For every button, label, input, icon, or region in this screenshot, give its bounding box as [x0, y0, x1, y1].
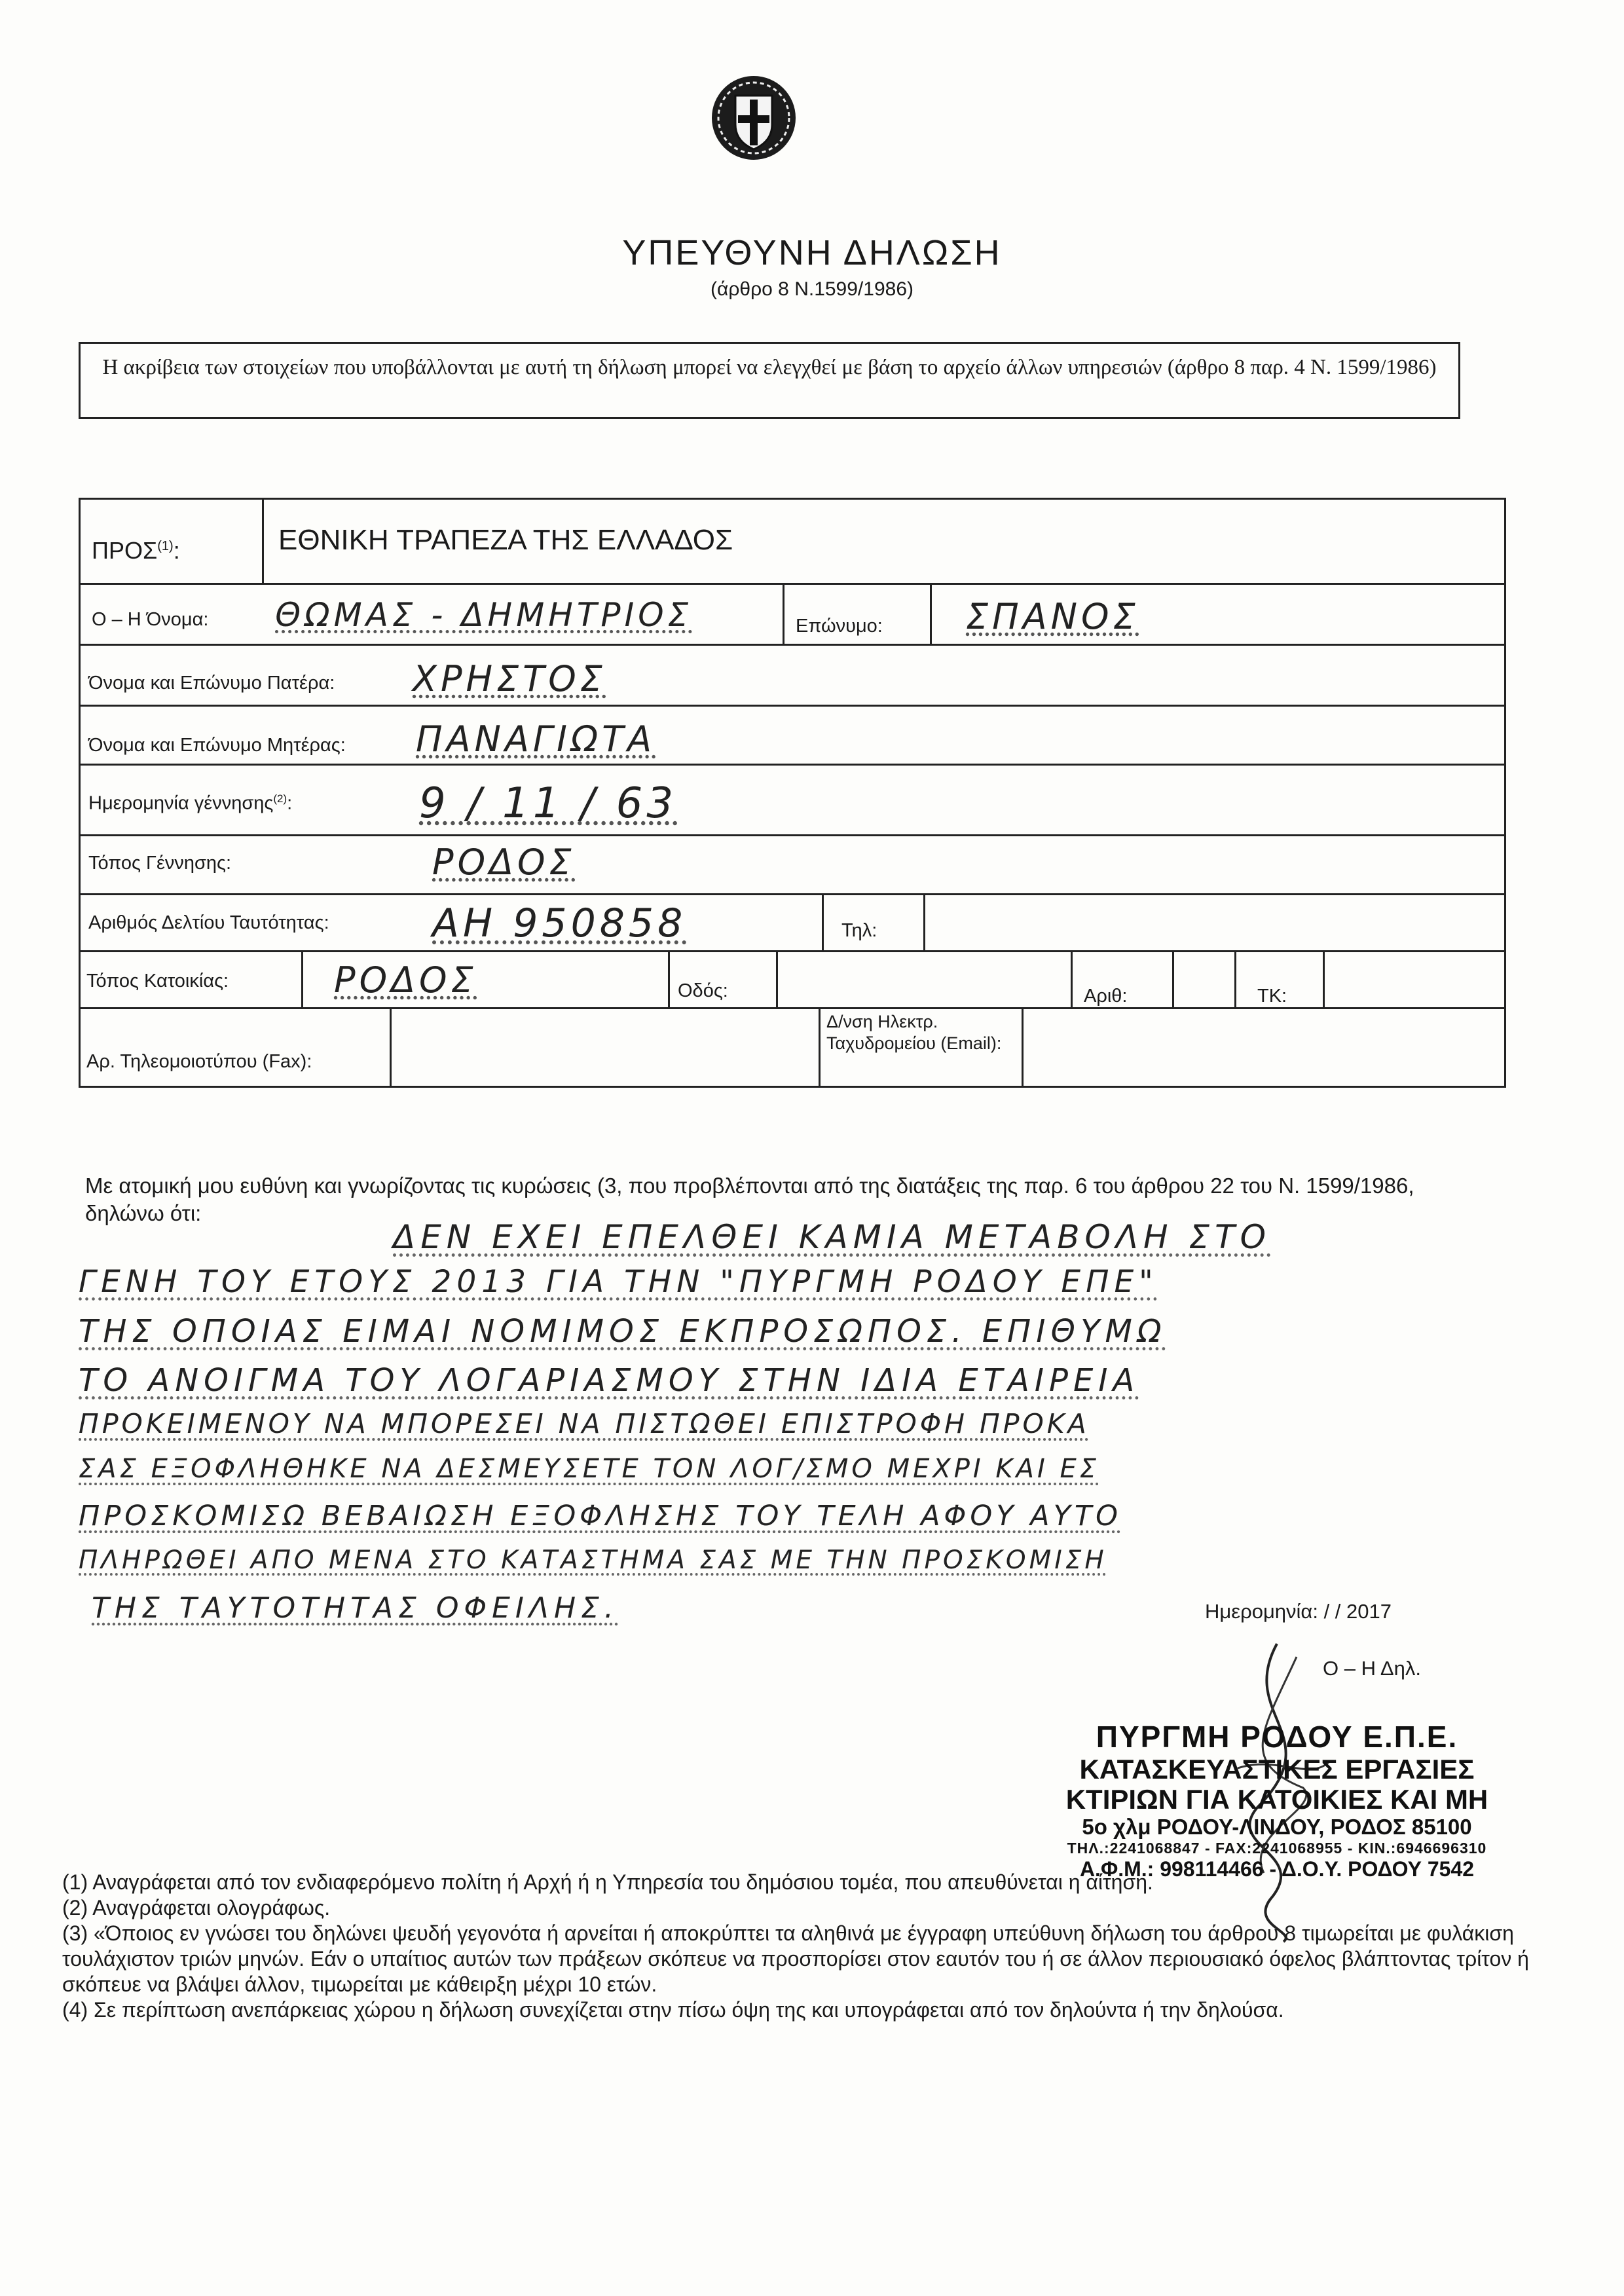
label-father: Όνομα και Επώνυμο Πατέρα:	[88, 673, 335, 694]
declaration-line: ΣΑΣ ΕΞΟΦΛΗΘΗΚΕ ΝΑ ΔΕΣΜΕΥΣΕΤΕ ΤΟΝ ΛΟΓ/ΣΜΟ ΜΕΧΡΙ ΚΑΙ ΕΣ	[79, 1454, 1100, 1484]
stamp-line: ΚΤΙΡΙΩΝ ΓΙΑ ΚΑΤΟΙΚΙΕΣ ΚΑΙ ΜΗ	[1065, 1784, 1488, 1815]
stamp-line: Α.Φ.Μ.: 998114466 - Δ.Ο.Υ. ΡΟΔΟΥ 7542	[1079, 1857, 1475, 1881]
declaration-date: Ημερομηνία: / / 2017	[1205, 1600, 1392, 1623]
label-first-name: Ο – Η Όνομα:	[92, 609, 209, 630]
footnotes	[62, 1870, 1542, 2023]
page-subtitle: (άρθρο 8 Ν.1599/1986)	[710, 278, 913, 300]
value-surname: ΣΠΑΝΟΣ	[966, 596, 1139, 637]
declaration-intro: Με ατομική μου ευθύνη και γνωρίζοντας τις κυρώσεις (3, που προβλέπονται από της διατάξεις της παρ. 6 του άρθρου 22 του Ν. 1599/1986, δηλώνω ότι:	[85, 1174, 1414, 1225]
stamp-line: ΚΑΤΑΣΚΕΥΑΣΤΙΚΕΣ ΕΡΓΑΣΙΕΣ	[1079, 1754, 1475, 1785]
label-mother: Όνομα και Επώνυμο Μητέρας:	[88, 735, 346, 756]
value-dob: 9 / 11 / 63	[419, 779, 678, 828]
page-title: ΥΠΕΥΘΥΝΗ ΔΗΛΩΣΗ	[622, 233, 1002, 272]
footnote-2: (2) Αναγράφεται ολογράφως.	[62, 1896, 331, 1919]
label-fax: Αρ. Τηλεομοιοτύπου (Fax):	[86, 1051, 312, 1072]
declaration-line: ΠΛΗΡΩΘΕΙ ΑΠΟ ΜΕΝΑ ΣΤΟ ΚΑΤΑΣΤΗΜΑ ΣΑΣ ΜΕ ΤΗΝ ΠΡΟΣΚΟΜΙΣΗ	[79, 1546, 1107, 1575]
label-residence: Τόπος Κατοικίας:	[86, 971, 229, 991]
company-stamp	[1048, 1719, 1506, 1881]
value-mother: ΠΑΝΑΓΙΩΤΑ	[416, 718, 656, 760]
label-number: Αριθ:	[1084, 986, 1128, 1007]
label-pros: ΠΡΟΣ$^{(1)}$:	[92, 537, 180, 564]
label-dob: Ημερομηνία γέννησης$^{(2)}$:	[88, 792, 293, 814]
accuracy-notice: Η ακρίβεια των στοιχείων που υποβάλλονται με αυτή τη δήλωση μπορεί να ελεγχθεί με βάση το αρχείο άλλων υπηρεσιών (άρθρο 8 παρ. 4 Ν. 1599/1986)	[79, 342, 1460, 419]
declaration-line: ΓΕΝΗ ΤΟΥ ΕΤΟΥΣ 2013 ΓΙΑ ΤΗΝ "ΠΥΡΓΜΗ ΡΟΔΟΥ ΕΠΕ"	[79, 1264, 1158, 1300]
label-phone: Τηλ:	[841, 920, 877, 941]
label-postcode: ΤΚ:	[1257, 986, 1287, 1007]
label-email: Δ/νση Ηλεκτρ. Ταχυδρομείου (Email):	[826, 1012, 1002, 1053]
footnote-1: (1) Αναγράφεται από τον ενδιαφερόμενο πολίτη ή Αρχή ή η Υπηρεσία του δημόσιου τομέα, που απευθύνεται η αίτηση.	[62, 1870, 1153, 1894]
declaration-line: ΤΗΣ ΤΑΥΤΟΤΗΤΑΣ ΟΦΕΙΛΗΣ.	[92, 1591, 619, 1625]
declaration-line: ΤΗΣ ΟΠΟΙΑΣ ΕΙΜΑΙ ΝΟΜΙΜΟΣ ΕΚΠΡΟΣΩΠΟΣ. ΕΠΙΘΥΜΩ	[79, 1313, 1167, 1350]
stamp-line: ΤΗΛ.:2241068847 - FAX:2241068955 - ΚΙΝ.:6946696310	[1067, 1840, 1487, 1857]
value-pros: ΕΘΝΙΚΗ ΤΡΑΠΕΖΑ ΤΗΣ ΕΛΛΑΔΟΣ	[278, 524, 733, 556]
value-birthplace: ΡΟΔΟΣ	[432, 842, 576, 883]
value-residence: ΡΟΔΟΣ	[334, 959, 477, 1001]
stamp-line: 5ο χλμ ΡΟΔΟΥ-ΛΙΝΔΟΥ, ΡΟΔΟΣ 85100	[1082, 1815, 1472, 1839]
signer-label: Ο – Η Δηλ.	[1323, 1657, 1421, 1680]
stamp-line: ΠΥΡΓΜΗ ΡΟΔΟΥ Ε.Π.Ε.	[1096, 1720, 1458, 1754]
label-street: Οδός:	[678, 980, 728, 1001]
footnote-3: (3) «Όποιος εν γνώσει του δηλώνει ψευδή γεγονότα ή αρνείται ή αποκρύπτει τα αληθινά με έγγραφη υπεύθυνη δήλωση του άρθρου 8 τιμωρείται με φυλάκιση τουλάχιστον τριών μηνών. Εάν ο υπαίτιος αυτών των πράξεων σκόπευε να προσπορίσει στον εαυτόν του ή σε άλλον περιουσιακό όφελος βλάπτοντας τρίτον ή σκόπευε να βλάψει άλλον, τιμωρείται με κάθειρξη μέχρι 10 ετών.	[62, 1921, 1529, 1996]
declaration-line: ΤΟ ΑΝΟΙΓΜΑ ΤΟΥ ΛΟΓΑΡΙΑΣΜΟΥ ΣΤΗΝ ΙΔΙΑ ΕΤΑΙΡΕΙΑ	[79, 1362, 1140, 1399]
greek-coat-of-arms-icon	[709, 73, 798, 162]
value-first-name: ΘΩΜΑΣ - ΔΗΜΗΤΡΙΟΣ	[275, 596, 693, 634]
footnote-4: (4) Σε περίπτωση ανεπάρκειας χώρου η δήλωση συνεχίζεται στην πίσω όψη της και υπογράφεται από τον δηλούντα ή την δηλούσα.	[62, 1998, 1284, 2022]
label-id-number: Αριθμός Δελτίου Ταυτότητας:	[88, 912, 329, 933]
value-id-number: ΑΗ 950858	[432, 900, 687, 946]
label-surname: Επώνυμο:	[796, 616, 883, 637]
label-birthplace: Τόπος Γέννησης:	[88, 853, 232, 874]
declaration-line: ΠΡΟΚΕΙΜΕΝΟΥ ΝΑ ΜΠΟΡΕΣΕΙ ΝΑ ΠΙΣΤΩΘΕΙ ΕΠΙΣΤΡΟΦΗ ΠΡΟΚΑ	[79, 1408, 1090, 1439]
declaration-line: ΠΡΟΣΚΟΜΙΣΩ ΒΕΒΑΙΩΣΗ ΕΞΟΦΛΗΣΗΣ ΤΟΥ ΤΕΛΗ ΑΦΟΥ ΑΥΤΟ	[79, 1500, 1122, 1532]
value-father: ΧΡΗΣΤΟΣ	[413, 658, 606, 699]
declaration-line: ΔΕΝ ΕΧΕΙ ΕΠΕΛΘΕΙ ΚΑΜΙΑ ΜΕΤΑΒΟΛΗ ΣΤΟ	[393, 1218, 1272, 1256]
